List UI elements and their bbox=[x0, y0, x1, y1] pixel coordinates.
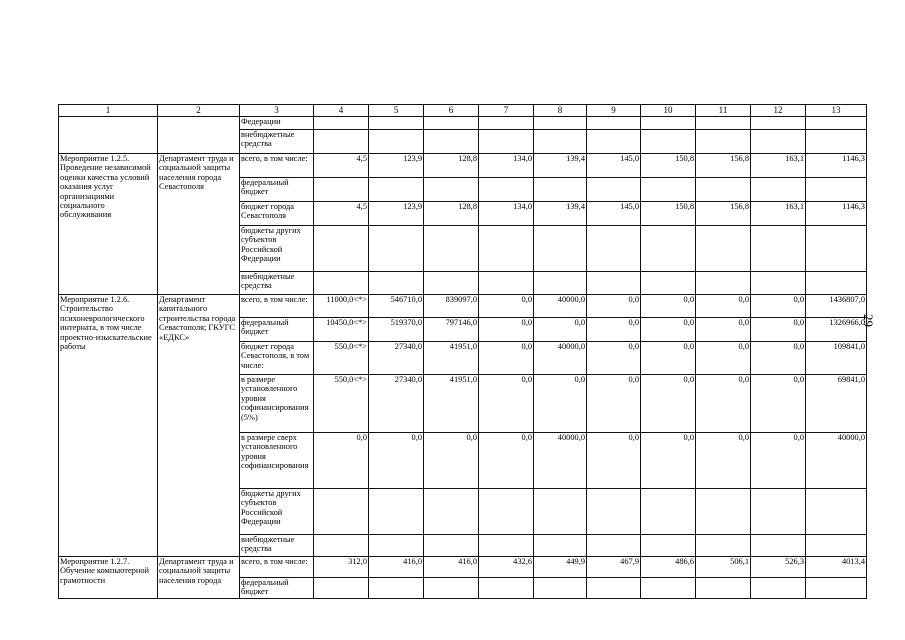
value-cell bbox=[314, 489, 369, 535]
value-cell bbox=[751, 226, 806, 272]
measure-cell: Мероприятие 1.2.6. Строительство психоневрологического интерната, в том числе проектно-изыскательские работы bbox=[59, 295, 158, 557]
value-cell: 0,0 bbox=[369, 433, 424, 489]
executor-cell bbox=[158, 117, 240, 154]
value-cell bbox=[641, 117, 696, 130]
value-cell: 0,0 bbox=[751, 342, 806, 375]
value-cell: 0,0 bbox=[696, 295, 751, 318]
measure-cell bbox=[59, 117, 158, 154]
value-cell bbox=[696, 130, 751, 154]
value-cell: 27340,0 bbox=[369, 375, 424, 433]
value-cell bbox=[751, 489, 806, 535]
value-cell bbox=[696, 535, 751, 557]
value-cell: 145,0 bbox=[587, 154, 641, 178]
value-cell bbox=[424, 130, 479, 154]
header-cell: 7 bbox=[479, 105, 534, 117]
value-cell: 11000,0<*> bbox=[314, 295, 369, 318]
value-cell: 416,0 bbox=[424, 557, 479, 578]
value-cell: 27340,0 bbox=[369, 342, 424, 375]
value-cell bbox=[369, 535, 424, 557]
measure-cell: Мероприятие 1.2.7. Обучение компьютерной грамотности bbox=[59, 557, 158, 599]
value-cell bbox=[314, 272, 369, 295]
value-cell: 0,0 bbox=[751, 295, 806, 318]
value-cell bbox=[369, 578, 424, 599]
value-cell bbox=[751, 535, 806, 557]
value-cell bbox=[534, 178, 587, 202]
value-cell: 4013,4 bbox=[806, 557, 867, 578]
value-cell bbox=[369, 272, 424, 295]
value-cell: 69841,0 bbox=[806, 375, 867, 433]
value-cell: 134,0 bbox=[479, 202, 534, 226]
value-cell: 0,0 bbox=[587, 375, 641, 433]
funding-source-cell: федеральный бюджет bbox=[240, 178, 314, 202]
funding-source-cell: внебюджетные средства bbox=[240, 130, 314, 154]
value-cell bbox=[424, 535, 479, 557]
header-row bbox=[59, 105, 867, 117]
value-cell: 163,1 bbox=[751, 154, 806, 178]
table-row bbox=[59, 117, 867, 130]
value-cell: 486,6 bbox=[641, 557, 696, 578]
value-cell bbox=[534, 535, 587, 557]
header-cell: 6 bbox=[424, 105, 479, 117]
value-cell bbox=[696, 178, 751, 202]
value-cell bbox=[534, 130, 587, 154]
value-cell: 156,8 bbox=[696, 202, 751, 226]
value-cell: 546710,0 bbox=[369, 295, 424, 318]
value-cell bbox=[751, 178, 806, 202]
page-number: 29 bbox=[861, 314, 876, 327]
value-cell: 0,0 bbox=[751, 318, 806, 342]
value-cell bbox=[587, 178, 641, 202]
value-cell bbox=[479, 489, 534, 535]
funding-source-cell: внебюджетные средства bbox=[240, 535, 314, 557]
executor-cell: Департамент капитального строительства города Севастополя; ГКУГС «ЕДКС» bbox=[158, 295, 240, 557]
header-cell: 5 bbox=[369, 105, 424, 117]
funding-source-cell: бюджет города Севастополя bbox=[240, 202, 314, 226]
value-cell bbox=[806, 535, 867, 557]
value-cell: 134,0 bbox=[479, 154, 534, 178]
value-cell: 0,0 bbox=[479, 375, 534, 433]
value-cell bbox=[641, 130, 696, 154]
value-cell: 506,1 bbox=[696, 557, 751, 578]
value-cell bbox=[479, 578, 534, 599]
value-cell bbox=[806, 178, 867, 202]
value-cell bbox=[534, 489, 587, 535]
value-cell bbox=[314, 130, 369, 154]
value-cell: 0,0 bbox=[641, 342, 696, 375]
value-cell bbox=[369, 130, 424, 154]
value-cell bbox=[696, 117, 751, 130]
value-cell: 163,1 bbox=[751, 202, 806, 226]
value-cell: 0,0 bbox=[696, 318, 751, 342]
value-cell: 0,0 bbox=[479, 295, 534, 318]
value-cell: 0,0 bbox=[587, 342, 641, 375]
value-cell: 519370,0 bbox=[369, 318, 424, 342]
value-cell: 123,9 bbox=[369, 202, 424, 226]
value-cell: 0,0 bbox=[479, 342, 534, 375]
value-cell bbox=[587, 226, 641, 272]
value-cell: 0,0 bbox=[696, 342, 751, 375]
value-cell: 0,0 bbox=[641, 433, 696, 489]
measure-cell: Мероприятие 1.2.5. Проведение независимой оценки качества условий оказания услуг организациями социального обслуживания bbox=[59, 154, 158, 295]
value-cell: 128,8 bbox=[424, 154, 479, 178]
value-cell: 0,0 bbox=[696, 433, 751, 489]
executor-cell: Департамент труда и социальной защиты населения города bbox=[158, 557, 240, 599]
value-cell bbox=[751, 578, 806, 599]
value-cell: 1146,3 bbox=[806, 202, 867, 226]
value-cell bbox=[479, 535, 534, 557]
value-cell: 1326966,0 bbox=[806, 318, 867, 342]
value-cell bbox=[314, 535, 369, 557]
value-cell: 40000,0 bbox=[534, 295, 587, 318]
value-cell: 4,5 bbox=[314, 154, 369, 178]
value-cell bbox=[314, 178, 369, 202]
header-cell: 3 bbox=[240, 105, 314, 117]
value-cell bbox=[534, 226, 587, 272]
value-cell: 0,0 bbox=[587, 318, 641, 342]
value-cell: 4,5 bbox=[314, 202, 369, 226]
table-header bbox=[59, 105, 867, 117]
value-cell bbox=[424, 178, 479, 202]
funding-source-cell: в размере установленного уровня софинансирования (5%) bbox=[240, 375, 314, 433]
funding-source-cell: в размере сверх установленного уровня софинансирования bbox=[240, 433, 314, 489]
value-cell: 0,0 bbox=[424, 433, 479, 489]
value-cell: 40000,0 bbox=[806, 433, 867, 489]
value-cell bbox=[479, 178, 534, 202]
value-cell bbox=[641, 578, 696, 599]
value-cell: 139,4 bbox=[534, 202, 587, 226]
value-cell bbox=[479, 130, 534, 154]
funding-source-cell: бюджеты других субъектов Российской Федерации bbox=[240, 226, 314, 272]
value-cell: 432,6 bbox=[479, 557, 534, 578]
value-cell: 0,0 bbox=[534, 318, 587, 342]
value-cell: 41951,0 bbox=[424, 375, 479, 433]
value-cell bbox=[696, 489, 751, 535]
funding-source-cell: федеральный бюджет bbox=[240, 318, 314, 342]
value-cell bbox=[314, 226, 369, 272]
value-cell bbox=[369, 489, 424, 535]
funding-source-cell: бюджет города Севастополя, в том числе: bbox=[240, 342, 314, 375]
value-cell bbox=[314, 117, 369, 130]
value-cell bbox=[587, 578, 641, 599]
value-cell bbox=[587, 535, 641, 557]
value-cell bbox=[479, 226, 534, 272]
value-cell bbox=[587, 272, 641, 295]
value-cell bbox=[424, 117, 479, 130]
table-row bbox=[59, 154, 867, 178]
value-cell bbox=[806, 130, 867, 154]
table-body bbox=[59, 117, 867, 599]
value-cell: 0,0 bbox=[751, 375, 806, 433]
value-cell: 1436807,0 bbox=[806, 295, 867, 318]
value-cell bbox=[806, 272, 867, 295]
value-cell: 145,0 bbox=[587, 202, 641, 226]
value-cell: 150,8 bbox=[641, 154, 696, 178]
value-cell bbox=[534, 117, 587, 130]
value-cell bbox=[751, 117, 806, 130]
value-cell: 526,3 bbox=[751, 557, 806, 578]
funding-source-cell: федеральный бюджет bbox=[240, 578, 314, 599]
funding-source-cell: всего, в том числе: bbox=[240, 295, 314, 318]
funding-source-cell: всего, в том числе: bbox=[240, 154, 314, 178]
table-row bbox=[59, 557, 867, 578]
value-cell: 449,9 bbox=[534, 557, 587, 578]
value-cell: 0,0 bbox=[641, 295, 696, 318]
table-row bbox=[59, 295, 867, 318]
value-cell bbox=[696, 578, 751, 599]
funding-source-cell: всего, в том числе: bbox=[240, 557, 314, 578]
header-cell: 9 bbox=[587, 105, 641, 117]
value-cell bbox=[806, 578, 867, 599]
value-cell: 1146,3 bbox=[806, 154, 867, 178]
value-cell bbox=[369, 226, 424, 272]
value-cell bbox=[696, 226, 751, 272]
value-cell: 0,0 bbox=[751, 433, 806, 489]
value-cell: 0,0 bbox=[479, 318, 534, 342]
value-cell bbox=[641, 272, 696, 295]
value-cell: 109841,0 bbox=[806, 342, 867, 375]
header-cell: 13 bbox=[806, 105, 867, 117]
value-cell bbox=[806, 489, 867, 535]
value-cell: 467,9 bbox=[587, 557, 641, 578]
value-cell: 0,0 bbox=[534, 375, 587, 433]
value-cell bbox=[641, 489, 696, 535]
value-cell: 10450,0<*> bbox=[314, 318, 369, 342]
value-cell bbox=[369, 117, 424, 130]
value-cell bbox=[806, 117, 867, 130]
value-cell: 41951,0 bbox=[424, 342, 479, 375]
value-cell: 0,0 bbox=[641, 318, 696, 342]
value-cell: 839097,0 bbox=[424, 295, 479, 318]
value-cell: 139,4 bbox=[534, 154, 587, 178]
value-cell: 128,8 bbox=[424, 202, 479, 226]
value-cell: 150,8 bbox=[641, 202, 696, 226]
value-cell bbox=[369, 178, 424, 202]
value-cell: 312,0 bbox=[314, 557, 369, 578]
executor-cell: Департамент труда и социальной защиты населения города Севастополя bbox=[158, 154, 240, 295]
value-cell: 0,0 bbox=[479, 433, 534, 489]
value-cell bbox=[424, 489, 479, 535]
header-cell: 12 bbox=[751, 105, 806, 117]
value-cell: 0,0 bbox=[587, 295, 641, 318]
value-cell bbox=[534, 272, 587, 295]
funding-source-cell: бюджеты других субъектов Российской Федерации bbox=[240, 489, 314, 535]
value-cell: 156,8 bbox=[696, 154, 751, 178]
value-cell bbox=[587, 130, 641, 154]
value-cell bbox=[751, 130, 806, 154]
header-cell: 10 bbox=[641, 105, 696, 117]
budget-table bbox=[58, 104, 867, 599]
value-cell bbox=[587, 117, 641, 130]
value-cell: 0,0 bbox=[314, 433, 369, 489]
value-cell bbox=[641, 178, 696, 202]
value-cell bbox=[534, 578, 587, 599]
header-cell: 11 bbox=[696, 105, 751, 117]
value-cell bbox=[641, 535, 696, 557]
value-cell: 0,0 bbox=[587, 433, 641, 489]
value-cell bbox=[751, 272, 806, 295]
value-cell: 40000,0 bbox=[534, 342, 587, 375]
value-cell: 797146,0 bbox=[424, 318, 479, 342]
value-cell: 0,0 bbox=[696, 375, 751, 433]
header-cell: 2 bbox=[158, 105, 240, 117]
value-cell bbox=[696, 272, 751, 295]
value-cell: 550,0<*> bbox=[314, 342, 369, 375]
value-cell: 550,0<*> bbox=[314, 375, 369, 433]
value-cell bbox=[641, 226, 696, 272]
value-cell bbox=[479, 272, 534, 295]
value-cell bbox=[424, 578, 479, 599]
header-cell: 8 bbox=[534, 105, 587, 117]
funding-source-cell: внебюджетные средства bbox=[240, 272, 314, 295]
value-cell: 416,0 bbox=[369, 557, 424, 578]
value-cell bbox=[424, 272, 479, 295]
funding-source-cell: Федерации bbox=[240, 117, 314, 130]
value-cell bbox=[587, 489, 641, 535]
value-cell: 123,9 bbox=[369, 154, 424, 178]
value-cell bbox=[806, 226, 867, 272]
value-cell: 40000,0 bbox=[534, 433, 587, 489]
value-cell: 0,0 bbox=[641, 375, 696, 433]
header-cell: 4 bbox=[314, 105, 369, 117]
value-cell bbox=[314, 578, 369, 599]
value-cell bbox=[424, 226, 479, 272]
header-cell: 1 bbox=[59, 105, 158, 117]
value-cell bbox=[479, 117, 534, 130]
